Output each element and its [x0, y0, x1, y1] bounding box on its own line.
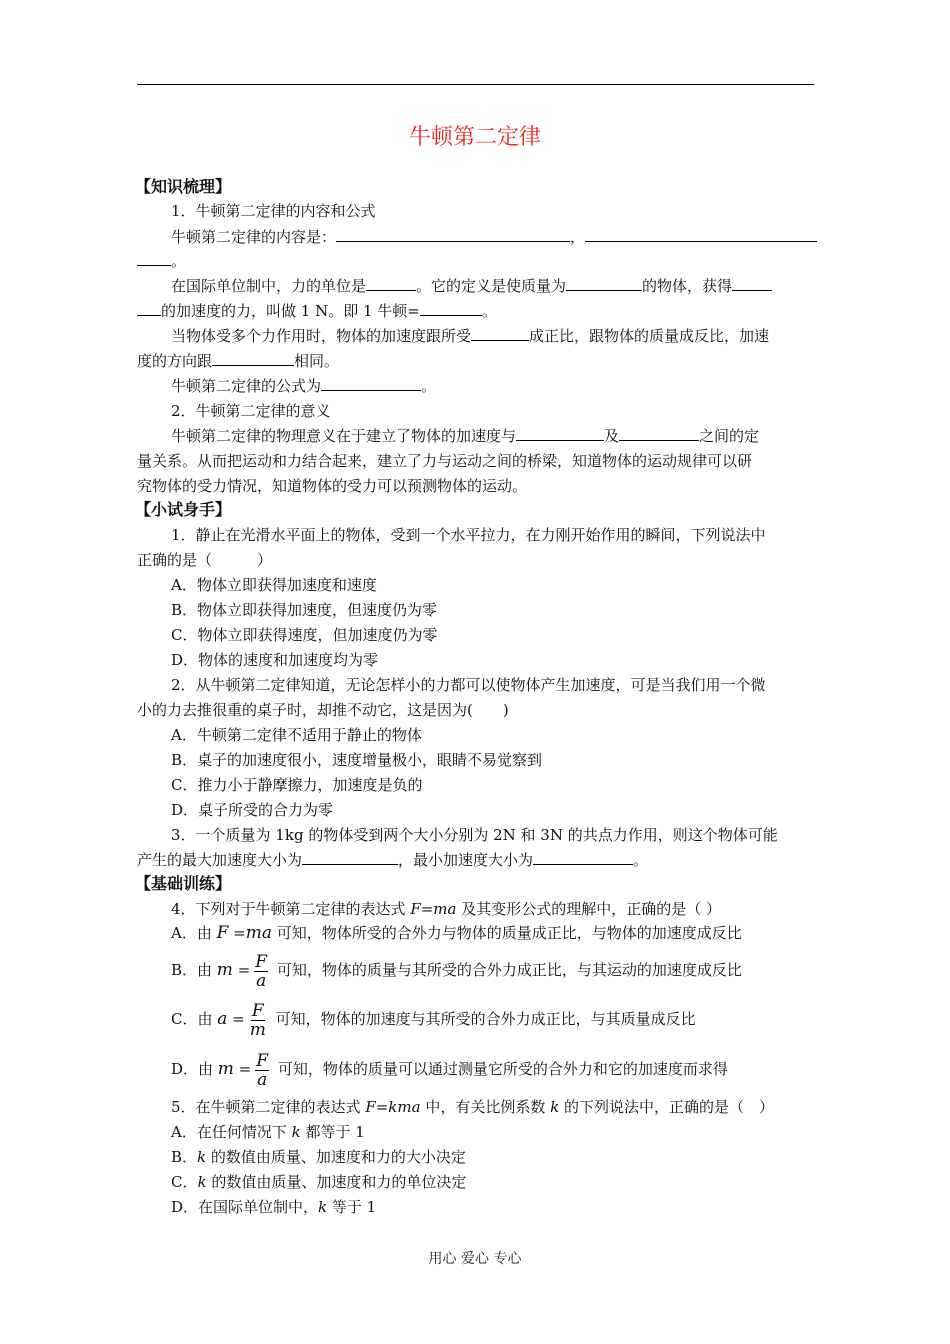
blank-meaning-2[interactable]	[619, 426, 699, 441]
q5-stem: 5．在牛顿第二定律的表达式 F=kma 中，有关比例系数 k 的下列说法中，正确的是（ ）	[171, 1098, 774, 1116]
q2-option-c: C．推力小于静摩擦力，加速度是负的	[171, 776, 423, 794]
section-try: 【小试身手】	[135, 500, 232, 519]
q5-option-a: A．在任何情况下 k 都等于 1	[171, 1123, 365, 1141]
q4-option-d: D．由 m = $\frac{F}{a}$ 可知，物体的质量可以通过测量它所受的合外力和它的加速度而求得	[171, 1050, 728, 1090]
q1-line1: 1．静止在光滑水平面上的物体，受到一个水平拉力，在力刚开始作用的瞬间，下列说法中	[171, 526, 766, 544]
q5-option-b: B．k 的数值由质量、加速度和力的大小决定	[171, 1148, 466, 1166]
fraction-f-over-a-2: $\frac{F}{a}$	[256, 1050, 269, 1090]
q2-option-b: B．桌子的加速度很小，速度增量极小，眼睛不易觉察到	[171, 751, 543, 769]
q5-option-d: D．在国际单位制中，k 等于 1	[171, 1198, 377, 1216]
blank-accel[interactable]	[732, 276, 772, 291]
multi-line2: 度的方向跟 相同。	[137, 352, 340, 370]
q1-option-d: D．物体的速度和加速度均为零	[171, 651, 379, 669]
q2-option-a: A．牛顿第二定律不适用于静止的物体	[171, 726, 422, 744]
unit-line2: 的加速度的力，叫做 1 N。即 1 牛顿= 。	[137, 299, 814, 323]
q1-option-c: C．物体立即获得速度，但加速度仍为零	[171, 626, 438, 644]
q4-option-b: B．由 m = $\frac{F}{a}$ 可知，物体的质量与其所受的合外力成正比，与其运动的加速度成反比	[171, 951, 742, 991]
blank-force[interactable]	[471, 326, 529, 341]
top-rule	[137, 84, 814, 85]
multi-line: 当物体受多个力作用时，物体的加速度跟所受 成正比，跟物体的质量成反比，加速	[171, 327, 770, 345]
blank-accel-cont[interactable]	[137, 301, 161, 316]
page-title: 牛顿第二定律	[408, 125, 541, 150]
knowledge-item2: 2．牛顿第二定律的意义	[171, 402, 331, 420]
q2-line2: 小的力去推很重的桌子时，却推不动它，这是因为( )	[137, 701, 509, 719]
blank-mass[interactable]	[566, 276, 642, 291]
blank-min-accel[interactable]	[533, 850, 633, 865]
blank-meaning-1[interactable]	[516, 426, 604, 441]
q1-line2: 正确的是（ ）	[137, 551, 273, 569]
blank-content-3[interactable]	[137, 251, 171, 266]
q2-option-d: D．桌子所受的合力为零	[171, 801, 334, 819]
fraction-f-over-m: $\frac{F}{m}$	[249, 1000, 266, 1040]
fraction-f-over-a: $\frac{F}{a}$	[255, 951, 268, 991]
q3-line1: 3．一个质量为 1kg 的物体受到两个大小分别为 2N 和 3N 的共点力作用，则这个物体可能	[171, 826, 778, 844]
section-basic: 【基础训练】	[135, 874, 232, 893]
blank-formula[interactable]	[321, 376, 421, 391]
q1-option-a: A．物体立即获得加速度和速度	[171, 576, 377, 594]
q2-line1: 2．从牛顿第二定律知道，无论怎样小的力都可以使物体产生加速度，可是当我们用一个微	[171, 676, 766, 694]
content-line: 牛顿第二定律的内容是： ，	[171, 225, 814, 249]
section-knowledge: 【知识梳理】	[135, 177, 232, 196]
q4-option-a: A．由 F =ma 可知，物体所受的合外力与物体的质量成正比，与物体的加速度成反比	[171, 923, 742, 943]
meaning-line2: 量关系。从而把运动和力结合起来，建立了力与运动之间的桥梁，知道物体的运动规律可以研	[137, 452, 753, 470]
unit-line: 在国际单位制中，力的单位是 。它的定义是使质量为 的物体，获得	[171, 274, 814, 298]
knowledge-item1: 1．牛顿第二定律的内容和公式	[171, 202, 376, 220]
blank-unit[interactable]	[366, 276, 416, 291]
q3-line2: 产生的最大加速度大小为 ，最小加速度大小为 。	[137, 851, 649, 869]
q4-option-c: C．由 a = $\frac{F}{m}$ 可知，物体的加速度与其所受的合外力成正比，与其质量成反比	[171, 1000, 696, 1040]
blank-direction[interactable]	[212, 351, 294, 366]
q1-option-b: B．物体立即获得加速度，但速度仍为零	[171, 601, 438, 619]
meaning-line3: 究物体的受力情况，知道物体的受力可以预测物体的运动。	[137, 477, 528, 495]
blank-content-2[interactable]	[585, 227, 817, 242]
blank-content-1[interactable]	[336, 227, 570, 242]
formula-line: 牛顿第二定律的公式为 。	[171, 377, 437, 395]
q4-stem: 4．下列对于牛顿第二定律的表达式 F=ma 及其变形公式的理解中，正确的是（ ）	[171, 900, 722, 918]
blank-max-accel[interactable]	[302, 850, 398, 865]
content-line2: 。	[137, 249, 814, 273]
blank-newton[interactable]	[420, 301, 482, 316]
meaning-line: 牛顿第二定律的物理意义在于建立了物体的加速度与 及 之间的定	[171, 427, 760, 445]
q5-option-c: C．k 的数值由质量、加速度和力的单位决定	[171, 1173, 467, 1191]
page-footer: 用心 爱心 专心	[428, 1251, 522, 1267]
